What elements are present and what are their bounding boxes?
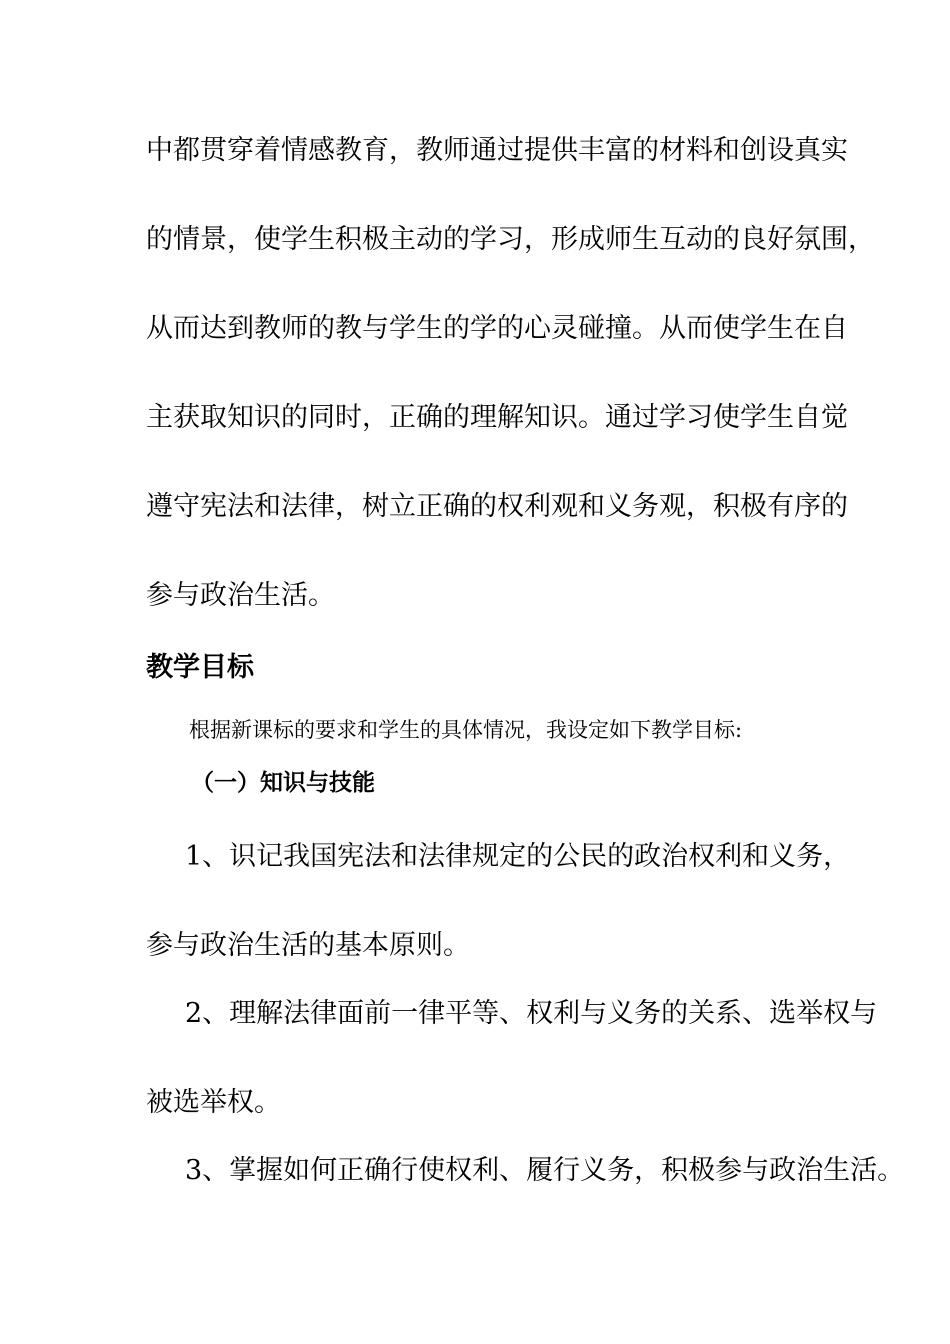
section-title: 教学目标 [146,652,254,683]
objective-item-2-line1: 2、理解法律面前一律平等、权利与义务的关系、选举权与 [185,998,878,1029]
paragraph-line: 主获取知识的同时，正确的理解知识。通过学习使学生自觉 [146,402,848,433]
paragraph-line: 参与政治生活。 [146,580,335,611]
paragraph-line: 遵守宪法和法律，树立正确的权利观和义务观，积极有序的 [146,491,848,522]
objective-item-1-line1: 1、识记我国宪法和法律规定的公民的政治权利和义务， [185,841,851,872]
objective-item-2-line2: 被选举权。 [146,1087,281,1118]
section-subtitle: （一）知识与技能 [191,770,375,796]
paragraph-line: 中都贯穿着情感教育，教师通过提供丰富的材料和创设真实 [146,135,848,166]
section-intro: 根据新课标的要求和学生的具体情况，我设定如下教学目标: [189,718,743,742]
objective-item-1-line2: 参与政治生活的基本原则。 [146,930,470,961]
paragraph-line: 的情景，使学生积极主动的学习，形成师生互动的良好氛围， [146,224,875,255]
objective-item-3-line1: 3、掌握如何正确行使权利、履行义务，积极参与政治生活。 [185,1155,905,1186]
paragraph-line: 从而达到教师的教与学生的学的心灵碰撞。从而使学生在自 [146,313,848,344]
